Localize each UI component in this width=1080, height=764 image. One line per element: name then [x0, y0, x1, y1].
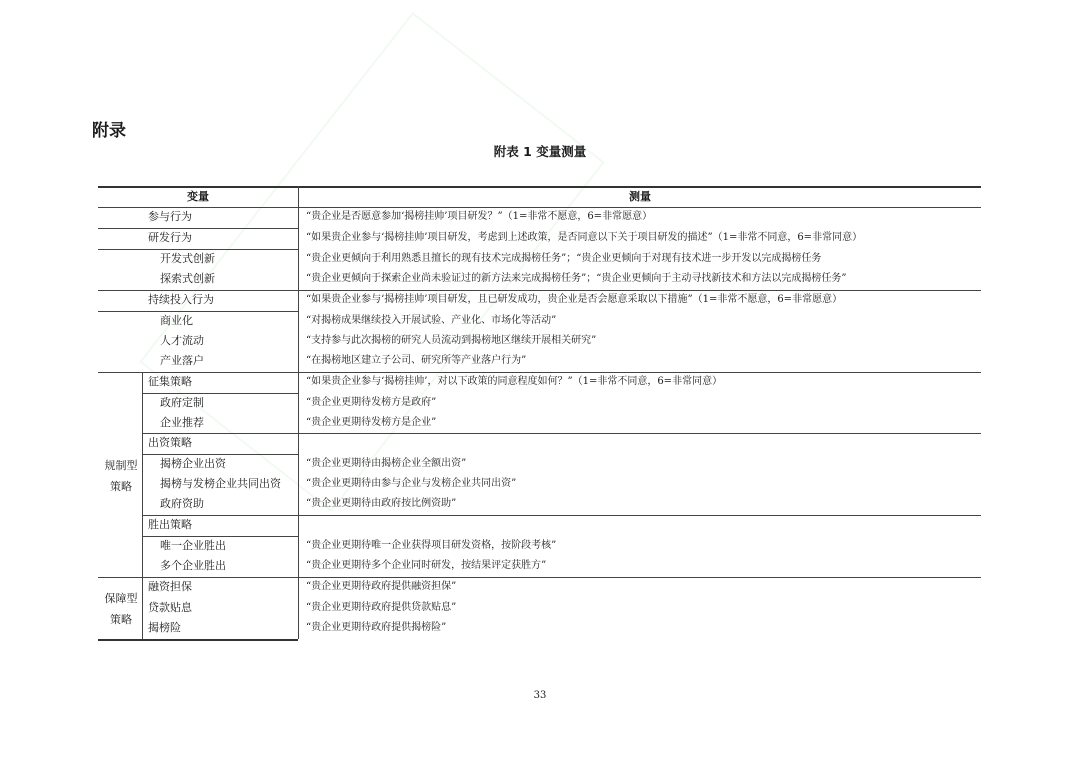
variable-cell: 贷款贴息	[148, 601, 192, 614]
measure-cell: “贵企业更期待由揭榜企业全额出资”	[306, 458, 467, 469]
page-number: 33	[533, 690, 547, 701]
divider	[142, 433, 981, 434]
variable-cell: 探索式创新	[160, 272, 215, 285]
measure-cell: “贵企业更倾向于探索企业尚未验证过的新方法来完成揭榜任务”；“贵企业更倾向于主动寻找新技术和方法以完成揭榜任务”	[306, 273, 847, 284]
header-measure: 测量	[629, 190, 651, 203]
divider	[98, 228, 298, 229]
measure-cell: “贵企业是否愿意参加‘揭榜挂帅’项目研发？”（1=非常不愿意，6=非常愿意）	[306, 211, 653, 222]
variable-cell: 企业推荐	[160, 416, 204, 429]
divider	[98, 311, 298, 312]
variable-cell: 揭榜与发榜企业共同出资	[160, 477, 281, 490]
appendix-heading: 附录	[92, 121, 126, 141]
measure-cell: “如果贵企业参与‘揭榜挂帅’项目研发，考虑到上述政策，是否同意以下关于项目研发的描述”（1=非常不同意，6=非常同意）	[306, 232, 863, 243]
measure-cell: “贵企业更期待多个企业同时研发，按结果评定获胜方”	[306, 560, 547, 571]
variable-cell: 产业落户	[160, 354, 204, 367]
measure-cell: “支持参与此次揭榜的研究人员流动到揭榜地区继续开展相关研究”	[306, 335, 597, 346]
group-label-line: 规制型	[104, 459, 138, 472]
variable-cell: 开发式创新	[160, 252, 215, 265]
measure-cell: “贵企业更期待唯一企业获得项目研发资格，按阶段考核”	[306, 540, 557, 551]
divider	[142, 515, 981, 516]
measure-cell: “贵企业更期待政府提供揭榜险”	[306, 622, 447, 633]
column-separator	[298, 186, 299, 639]
variable-cell: 揭榜险	[148, 621, 181, 634]
measure-cell: “对揭榜成果继续投入开展试验、产业化、市场化等活动”	[306, 315, 557, 326]
variable-cell: 政府资助	[160, 497, 204, 510]
measure-cell: “贵企业更倾向于利用熟悉且擅长的现有技术完成揭榜任务”；“贵企业更倾向于对现有技术进一步开发以完成揭榜任务	[306, 253, 822, 264]
divider	[98, 577, 981, 578]
group-separator	[142, 372, 143, 639]
measure-cell: “贵企业更期待发榜方是企业”	[306, 417, 437, 428]
variable-cell: 出资策略	[148, 436, 192, 449]
group-label-line: 保障型	[104, 592, 138, 605]
measure-cell: “贵企业更期待由参与企业与发榜企业共同出资”	[306, 478, 517, 489]
group-label-line: 策略	[110, 480, 132, 493]
measure-cell: “在揭榜地区建立子公司、研究所等产业落户行为”	[306, 355, 527, 366]
table-title: 附表 1 变量测量	[493, 144, 587, 159]
measure-cell: “如果贵企业参与‘揭榜挂帅’，对以下政策的同意程度如何？”（1=非常不同意，6=非常同意）	[306, 376, 723, 387]
variable-cell: 唯一企业胜出	[160, 539, 226, 552]
measure-cell: “贵企业更期待由政府按比例资助”	[306, 498, 457, 509]
measure-cell: “如果贵企业参与‘揭榜挂帅’项目研发，且已研发成功，贵企业是否会愿意采取以下措施”（1=非常不愿意，6=非常愿意）	[306, 294, 843, 305]
variable-cell: 参与行为	[148, 210, 192, 223]
variable-cell: 揭榜企业出资	[160, 457, 226, 470]
variable-cell: 研发行为	[148, 231, 192, 244]
variable-cell: 持续投入行为	[148, 293, 214, 306]
header-variable: 变量	[187, 190, 209, 203]
group-label-guarantee	[100, 588, 142, 630]
group-label-regulatory	[100, 455, 142, 497]
measure-cell: “贵企业更期待政府提供融资担保”	[306, 581, 457, 592]
variable-cell: 胜出策略	[148, 518, 192, 531]
variable-cell: 人才流动	[160, 334, 204, 347]
measure-cell: “贵企业更期待发榜方是政府”	[306, 397, 437, 408]
group-label-line: 策略	[110, 613, 132, 626]
measure-cell: “贵企业更期待政府提供贷款贴息”	[306, 602, 457, 613]
table-bottom-rule	[98, 639, 298, 641]
variable-cell: 多个企业胜出	[160, 559, 226, 572]
variable-cell: 征集策略	[148, 375, 192, 388]
variable-cell: 融资担保	[148, 580, 192, 593]
variable-cell: 政府定制	[160, 396, 204, 409]
variable-cell: 商业化	[160, 314, 193, 327]
